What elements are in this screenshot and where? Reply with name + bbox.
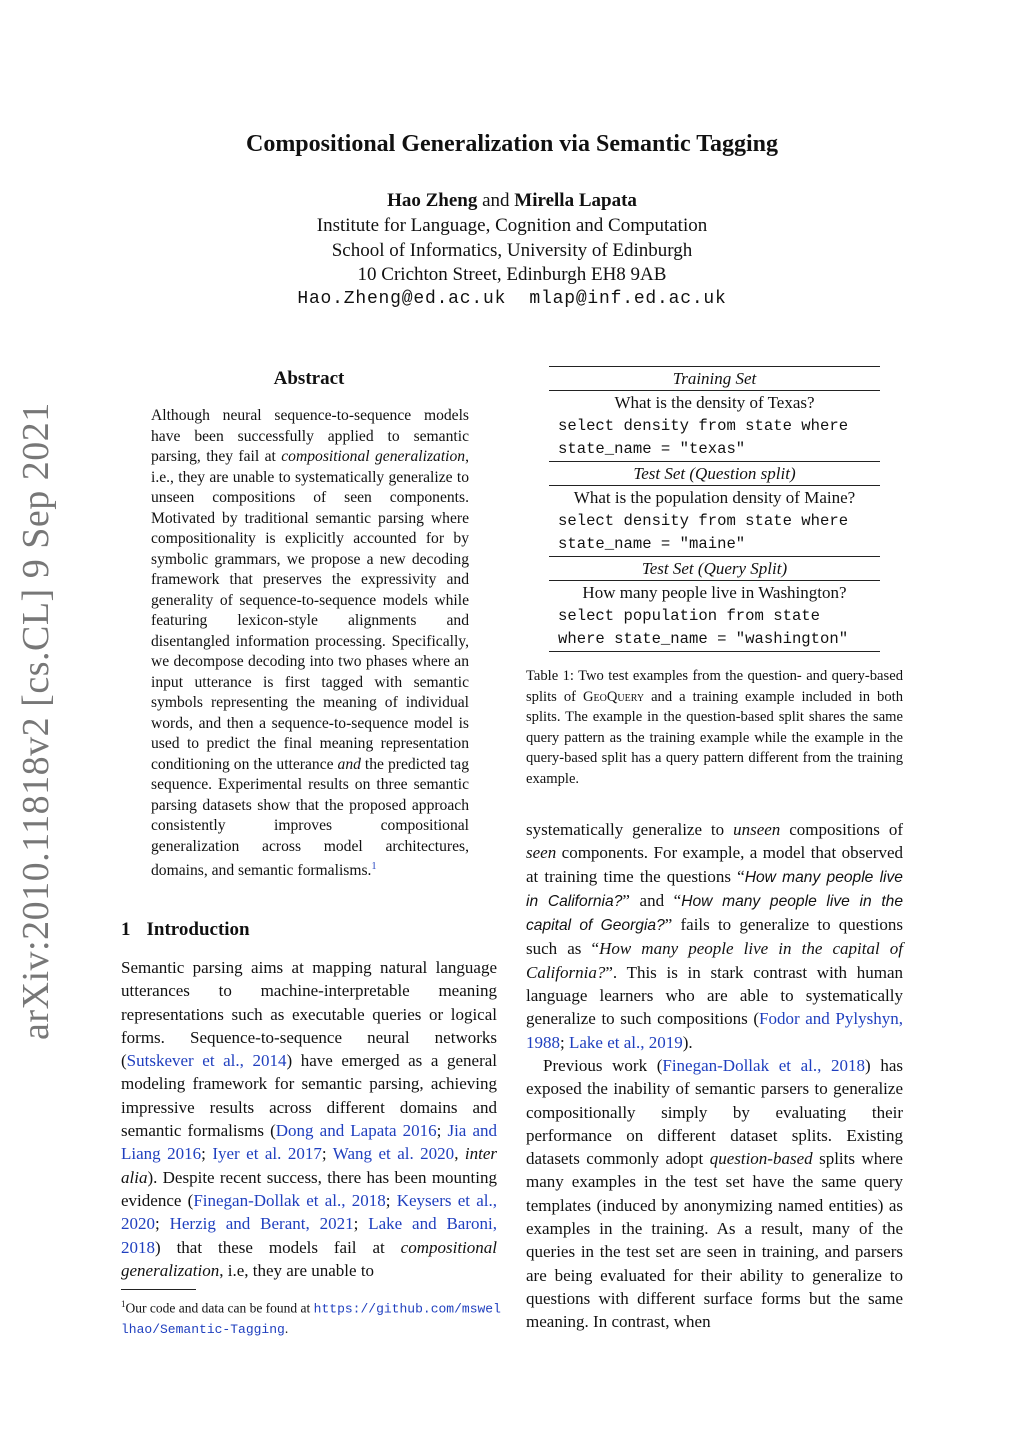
citation-link[interactable]: Iyer et al. 2017 — [212, 1144, 322, 1164]
table-question: How many people live in Washington? — [582, 583, 847, 602]
email-link[interactable]: Hao.Zheng@ed.ac.uk — [297, 289, 507, 309]
authors — [0, 190, 1024, 212]
author-name: Mirella Lapata — [514, 190, 637, 211]
table-query-code: where state_name = "washington" — [558, 630, 849, 648]
section-title: Introduction — [146, 919, 250, 940]
citation-link[interactable]: Finegan-Dollak et al., 2018 — [662, 1055, 866, 1075]
affiliation-line: School of Informatics, University of Edinburgh — [331, 240, 693, 261]
author-name: Hao Zheng — [387, 190, 478, 211]
table-query-code: state_name = "texas" — [558, 440, 746, 458]
code-url-link[interactable]: https://github.com/mswellhao/Semantic-Tagging — [121, 1301, 501, 1337]
example-table — [549, 366, 880, 652]
arxiv-identifier: arXiv:2010.11818v2 [cs.CL] 9 Sep 2021 — [15, 402, 57, 1040]
dataset-name: GeoQuery — [582, 688, 645, 705]
table-query-code: select density from state where — [558, 417, 849, 435]
citation-link[interactable]: Dong and Lapata 2016 — [275, 1121, 437, 1141]
table-header-question-split: Test Set (Question split) — [633, 464, 796, 483]
footnote-marker[interactable]: 1 — [371, 861, 377, 872]
intro-paragraph: Semantic parsing aims at mapping natural language utterances to machine-interpretable meaning representations such as executable queries or logical forms. Sequence-to-sequence neural networks (Sutskever et al., 2014) have emerged as a general modeling framework for semantic parsing, achieving impressive results across different domains and semantic formalisms (Dong and Lapata 2016; Jia and Liang 2016; Iyer et al. 2017; Wang et al. 2020, inter alia). Despite recent success, there has been mounting evidence (Finegan-Dollak et al., 2018; Keysers et al., 2020; Herzig and Berant, 2021; Lake and Baroni, 2018) that these models fail at compositional generalization, i.e, they are unable to — [121, 958, 498, 1280]
table-query-code: state_name = "maine" — [558, 535, 746, 553]
table-query-code: select population from state — [558, 607, 821, 625]
abstract-body: Although neural sequence-to-sequence models have been successfully applied to semantic parsing, they fail at compositional generalization, i.e., they are unable to systematically generalize to unseen compositions of seen components. Motivated by traditional semantic parsing where compositionality is explicitly accounted for by symbolic grammars, we propose a new decoding framework that preserves the expressivity and generality of sequence-to-sequence models while featuring lexicon-style alignments and disentangled information processing. Specifically, we decompose decoding into two phases where an input utterance is first tagged with semantic symbols representing the meaning of individual words, and then a sequence-to-sequence model is used to predict the final meaning representation conditioning on the utterance and the predicted tag sequence. Experimental results on three semantic parsing datasets show that the proposed approach consistently improves compositional generalization across model architectures, domains, and semantic formalisms.$^1$ — [151, 407, 469, 880]
table-header-training: Training Set — [672, 369, 757, 388]
author-conjunction: and — [482, 190, 510, 211]
citation-link[interactable]: Lake et al., 2019 — [568, 1032, 683, 1052]
table-rule — [549, 651, 880, 652]
body-paragraph: systematically generalize to unseen compositions of seen components. For example, a model that observed at training time the questions “How many people live in California?” and “How many people live in the capital of Georgia?” fails to generalize to questions such as “How many people live in the capital of California?”. This is in stark contrast with human language learners who are able to systematically generalize to such compositions (Fodor and Pylyshyn, 1988; Lake et al., 2019). — [526, 820, 904, 1052]
author-emails — [0, 289, 1024, 309]
citation-link[interactable]: Finegan-Dollak et al., 2018 — [193, 1190, 386, 1210]
table-header-query-split: Test Set (Query Split) — [641, 559, 788, 578]
section-number: 1 — [121, 919, 131, 940]
paper-title: Compositional Generalization via Semantic Tagging — [245, 131, 779, 157]
table-query-code: select density from state where — [558, 512, 849, 530]
table-question: What is the population density of Maine? — [573, 488, 856, 507]
body-paragraph: Previous work (Finegan-Dollak et al., 2018) has exposed the inability of semantic parsers to generalize compositionally simply by evaluating their performance on different dataset splits. Existing datasets commonly adopt question-based splits where many examples in the test set have the same query templates (induced by anonymizing named entities) as examples in the training. As a result, many of the queries in the test set are seen in training, and parsers are being evaluated for their ability to generalize to questions with different surface forms but the same meaning. In contrast, when — [526, 1055, 903, 1332]
citation-link[interactable]: Lake and Baroni, 2018 — [121, 1214, 497, 1257]
abstract-heading: Abstract — [273, 368, 345, 389]
footnote-rule — [121, 1289, 196, 1290]
section-heading — [121, 919, 266, 941]
footnote: $^1$Our code and data can be found at https://github.com/mswellhao/Semantic-Tagging. — [121, 1299, 501, 1337]
citation-link[interactable]: Wang et al. 2020 — [332, 1144, 455, 1164]
citation-link[interactable]: Jia and Liang 2016 — [121, 1121, 497, 1164]
table-caption: Table 1: Two test examples from the question- and query-based splits of GeoQuery and a training example included in both splits. The example in the question-based split shares the same query pattern as the training example while the example in the query-based split has a query pattern different from the training example. — [526, 668, 903, 787]
affiliation-line: 10 Crichton Street, Edinburgh EH8 9AB — [357, 264, 667, 285]
citation-link[interactable]: Sutskever et al., 2014 — [126, 1051, 287, 1071]
citation-link[interactable]: Fodor and Pylyshyn, 1988 — [526, 1009, 903, 1052]
footnote-mark: 1 — [121, 1299, 126, 1309]
table-question: What is the density of Texas? — [614, 393, 815, 412]
email-link[interactable]: mlap@inf.ed.ac.uk — [529, 289, 727, 309]
citation-link[interactable]: Keysers et al., 2020 — [121, 1190, 497, 1234]
affiliation-line: Institute for Language, Cognition and Computation — [316, 215, 708, 236]
right-column-text — [526, 818, 903, 1334]
citation-link[interactable]: Herzig and Berant, 2021 — [169, 1214, 354, 1234]
